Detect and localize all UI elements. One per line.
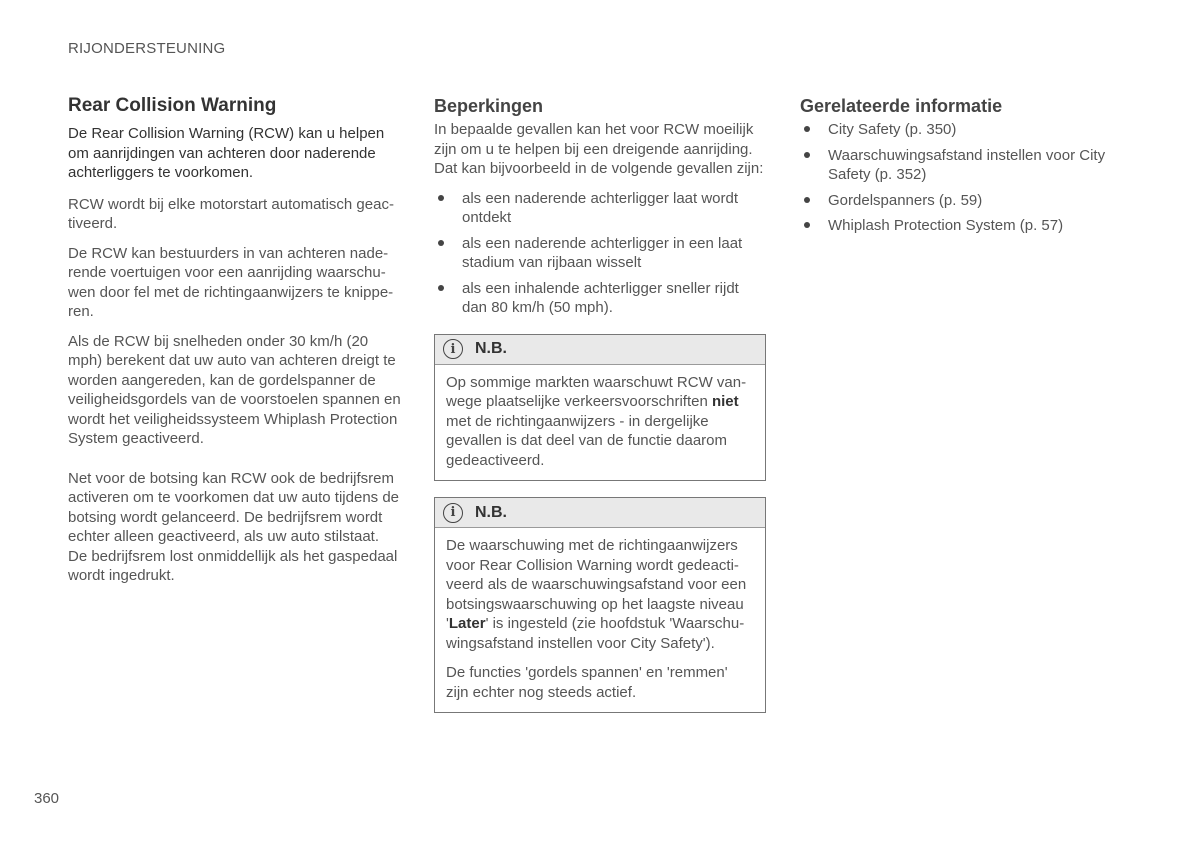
note-header (435, 498, 765, 528)
note-box (434, 497, 766, 713)
bullet-icon (438, 240, 444, 246)
column-limitations (434, 94, 766, 713)
related-link[interactable]: City Safety (p. 350) (800, 120, 1140, 140)
note-box (434, 334, 766, 482)
info-icon: i (443, 339, 463, 359)
bullet-icon (804, 126, 810, 132)
list-item: als een naderende achterligger laat wordt ontdekt (434, 189, 766, 228)
column-related-info (800, 94, 1140, 242)
note-title: N.B. (475, 340, 507, 357)
section-title-rcw: Rear Collision Warning (68, 95, 277, 116)
related-link[interactable]: Waarschuwingsafstand instellen voor City Safety (p. 352) (800, 146, 1140, 185)
info-icon: i (443, 503, 463, 523)
paragraph: Als de RCW bij snelheden onder 30 km/h (20 mph) berekent dat uw auto van achteren dreigt te worden aangereden, kan de gordelspanner de veiligheidsgordels van de voorstoelen spannen en wordt het veiligheidssysteem Whiplash Protection System geactiveerd. (68, 332, 401, 447)
note-header (435, 335, 765, 365)
list-item: als een inhalende achterligger sneller rijdt dan 80 km/h (50 mph). (434, 279, 766, 318)
intro-paragraph: In bepaalde gevallen kan het voor RCW moeilijk zijn om u te helpen bij een dreigende aanrijding. Dat kan bijvoorbeeld in de volgende gevallen zijn: (434, 121, 764, 177)
note-paragraph: Op sommige markten waarschuwt RCW vanwege plaatselijke verkeersvoorschriften niet met de richtingaanwijzers - in dergelijke gevallen is dat deel van de functie daarom gedeactiveerd. (446, 373, 747, 469)
bullet-icon (438, 195, 444, 201)
note-paragraph: De functies 'gordels spannen' en 'remmen' zijn echter nog steeds actief. (446, 664, 728, 701)
bullet-icon (438, 285, 444, 291)
bullet-icon (804, 197, 810, 203)
section-header: RIJONDERSTEUNING (68, 40, 226, 57)
note-body (435, 365, 765, 481)
paragraph: RCW wordt bij elke motorstart automatisch geactiveerd. (68, 195, 394, 232)
bullet-icon (804, 222, 810, 228)
related-link[interactable]: Gordelspanners (p. 59) (800, 191, 1140, 211)
related-link[interactable]: Whiplash Protection System (p. 57) (800, 216, 1140, 236)
paragraph: Net voor de botsing kan RCW ook de bedrijfsrem activeren om te voorkomen dat uw auto tijdens de botsing wordt gelanceerd. De bedrijfsrem wordt echter alleen geactiveerd, als uw auto stilstaat. De bedrijfsrem lost onmiddellijk als het gaspedaal wordt ingedrukt. (68, 469, 400, 584)
section-title-limitations: Beperkingen (434, 96, 544, 116)
column-rear-collision-warning (68, 94, 401, 596)
page-number: 360 (34, 790, 60, 807)
section-title-related: Gerelateerde informatie (800, 96, 1003, 116)
bullet-icon (804, 152, 810, 158)
paragraph: De RCW kan bestuurders in van achteren naderende voertuigen voor een aanrijding waarschuwen door fel met de richtingaanwijzers te knipperen. (68, 244, 394, 320)
limitations-list (434, 189, 766, 318)
lead-paragraph: De Rear Collision Warning (RCW) kan u helpen om aanrijdingen van achteren door naderende achterliggers te voorkomen. (68, 125, 385, 181)
note-title: N.B. (475, 503, 507, 521)
related-links-list (800, 120, 1140, 236)
list-item: als een naderende achterligger in een laat stadium van rijbaan wisselt (434, 234, 766, 273)
note-body (435, 528, 765, 712)
note-paragraph: De waarschuwing met de richtingaanwijzers voor Rear Collision Warning wordt gedeactiveerd als de waarschuwingsafstand voor een botsingswaarschuwing op het laagste niveau 'Later' is ingesteld (zie hoofdstuk 'Waarschuwingsafstand instellen voor City Safety'). (446, 537, 747, 652)
